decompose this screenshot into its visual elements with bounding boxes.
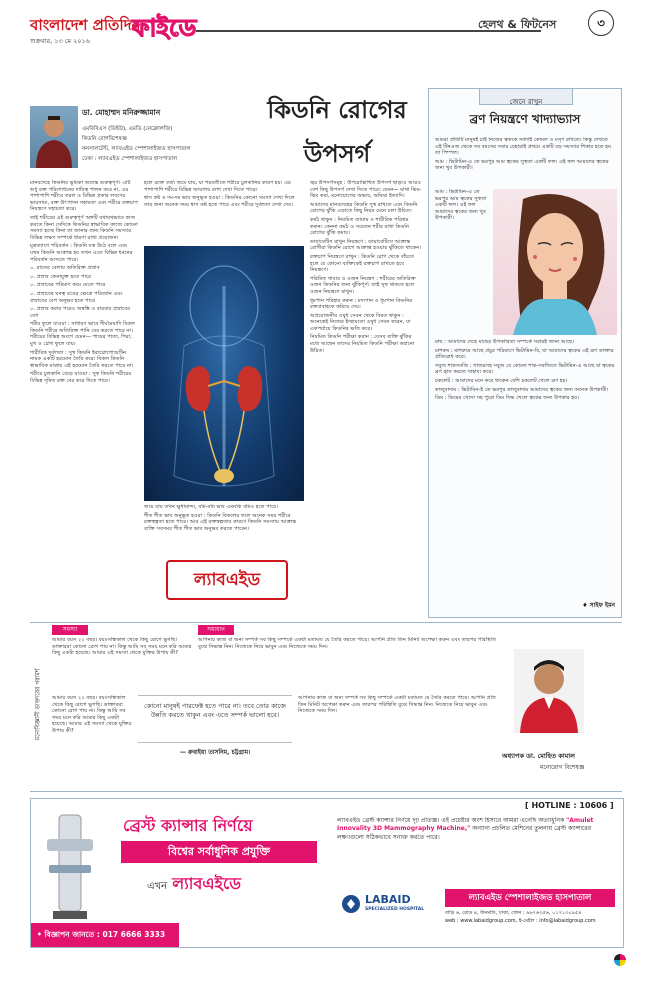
author-name: ডা. মোহাম্মদ মনিরুজ্জামান: [82, 108, 161, 117]
col1-para: ০. প্রস্রাব করার পরেও অস্বস্তি ও বারবার প্রস্রাবের বেগ: [30, 306, 131, 319]
ad-body-highlight: "Amulet Innovality 3D Mammography Machine,": [337, 817, 594, 833]
solution-tag: সমাধান: [198, 625, 234, 635]
author-photo: [30, 106, 78, 168]
article-title-line-1: কিডনি রোগের: [267, 96, 407, 124]
qa-section: [30, 622, 622, 792]
supplement-logo: ফাইডে: [132, 14, 197, 42]
col1-para: মানবদেহে কিডনির ভূমিকা অত্যন্ত গুরুত্বপূর্ণ। এটি শুধু রক্ত পরিশোধনের দায়িত্ব পালন করে না, এর পাশাপাশি শরীরে তরল ও বিভিন্ন প্রকার লবণের ভারসাম্য, রক্ত উৎপাদন সহায়তা এবং শরীরে রক্তচাপ নিয়ন্ত্রণে সহায়তা করে।: [30, 180, 138, 213]
page-number: [588, 10, 614, 36]
hotline: [ HOTLINE : 10606 ]: [525, 801, 614, 810]
ad-now-label: এখন: [147, 881, 168, 892]
mammography-machine-image: [37, 809, 103, 921]
article-column-3: [310, 180, 422, 600]
solution-text-continued: আপনার কাজ বা অন্য সম্পর্ক সব কিছু সম্পর্কে একটা মতামত যে তৈরি করতে পারে। আপনি প্রতি তিন মিনিট অপেক্ষা করুন এবং তারপর পরিস্থিতি বুঝে সিদ্ধান্ত নিন। নিজেকে নিয়ে ভাবুন এবং নিজেকে সময় দিন।: [298, 695, 496, 715]
labaid-emblem-icon: [341, 894, 361, 914]
author-line-4: ঢেকা : ল্যাবএইড স্পেশালাইজড হাসপাতাল: [82, 156, 178, 162]
sidebar-side-text: [435, 189, 491, 335]
solution-text: আপনার কাজ বা অন্য সম্পর্ক সব কিছু সম্পর্কে একটা মতামত যে তৈরি করতে পারে। আপনি প্রতি তিন মিনিট অপেক্ষা করুন এবং তারপর পরিস্থিতি বুঝে সিদ্ধান্ত নিন। নিজেকে নিয়ে ভাবুন এবং নিজেকে সময় দিন।: [198, 637, 497, 650]
sidebar-tag-text: জেনে রাখুন: [509, 98, 543, 106]
col1-para: শরীর ফুলে যাওয়া : সাধারণ ভাবে দীর্ঘমেয়াদি বিকল কিডনি শরীরে অতিরিক্ত পানি বের করতে পারে না। শরীরের বিভিন্ন অংশে যেমন— পায়ের পাতা, গিরা, মুখ ও চোখ ফুলে যায়।: [30, 321, 135, 348]
qa-side-label: [30, 629, 46, 785]
labaid-logo-en: LABAID: [365, 893, 411, 906]
ad-brand: ল্যাবএইডে: [172, 874, 242, 893]
doctor-name: অধ্যাপক ডা. মোহিত কামাল: [502, 752, 575, 760]
sidebar-para: আম : ভিটামিন-এ তে ভরপুর আম ত্বকের সুস্থতা একটি ফল। এই ফল আমাদের ত্বকের জন্য খুব উপকারী।: [435, 158, 609, 172]
ad-subtitle: বিশ্বের সর্বাধুনিক প্রযুক্তি: [167, 845, 271, 858]
sidebar-box: [428, 88, 622, 618]
article-column-1: [30, 180, 138, 600]
col3-para: অপ্রয়োজনীয় ওষুধ সেবন থেকে বিরত থাকুন : অনেকেই নিজের ইচ্ছামতো ওষুধ সেবন করেন, যা একপর্যায়ে কিডনির ক্ষতি করে।: [310, 312, 411, 332]
labaid-hospital-logo: [341, 889, 437, 919]
ad-contact: • বিজ্ঞাপন জানতে : 017 6666 3333: [37, 930, 166, 939]
sidebar-para: সবুজ শাকসবজি : গাজরসহ সবুজ যে কোনো শাক-সবজিতে ভিটামিন-এ আছে যা ত্বকের ব্রণ হ্রাস করতে সাহায্য করে।: [435, 362, 615, 376]
sidebar-intro: [435, 137, 615, 185]
col2-bottom-para: শীত শীত ভাব অনুভূত হওয়া : কিডনি বিকলের ফলে অনেক সময় শরীরে রক্তস্বল্পতা হতে পারে। আর এই রক্তস্বল্পতার কারণে কিডনি সমস্যায় আক্রান্ত ব্যক্তি সবসময় শীত শীত ভাব অনুভব করতে পারেন।: [144, 512, 297, 532]
sidebar-para: আমরা প্রতিটি মানুষই চাই নিজের ত্বককে সর্বদাই কোমল ও মসৃণ রাখতে। কিন্তু দেখতে এই টিনএজ থেকে সব বয়সের সবার চেহারাই প্রথমে একটি বড় সমস্যার শিকার হতে হয় তা পিম্পল।: [435, 137, 612, 157]
col3-para: ধূমপান পরিহার করুন : মদ্যপান ও ধূমপান কিডনির রক্তপ্রবাহকে কমিয়ে দেয়।: [310, 297, 413, 311]
col1-para: মূত্রত্যাগে পরিবর্তন : কিডনি যত্ন উঠে বলে এবং যখন কিডনি আক্রান্ত হয় তখন এতে বিভিন্ন ধরনের পরিবর্তন আসতে পারে।: [30, 243, 133, 263]
doctor-portrait-icon: [514, 649, 584, 733]
col1-para: তাই শরীরের এই গুরুত্বপূর্ণ অঙ্গটি যথাযথভাবে কাজ করতে কিনা সেদিকে কিডনির স্বাভাবিক কাজে কোনো সমস্যা হচ্ছে কিনা তা জানার জন্য কিডনি সমস্যার বিভিন্ন লক্ষণ সম্পর্কে ধারণা রাখা প্রয়োজন।: [30, 214, 138, 241]
qa-side-label-text: মনোবিজ্ঞানী ডাক্তারের পরামর্শ: [34, 668, 42, 741]
col2-para: শ্বাস কষ্ট ও দম-দম ভাব অনুভূত হওয়া : কিডনির কোনো সমস্যা দেখা দিলে তার জন্য অনেক সময় শ্বাস কষ্ট হতে পারে এবং শরীরে দুর্বলতা দেখা দেয়।: [144, 195, 295, 208]
sidebar-para: মাশরুম : মাশরুমে আছে প্রচুর পরিমাণে ভিটামিন-বি, যা আমাদের ত্বকের এই ব্রণ ডাক্তার প্রতিরোধ করে।: [435, 347, 614, 361]
hospital-name-bar: [445, 889, 615, 907]
ad-body-post: অন্যান্য প্রচলিত মেশিনের তুলনায় ব্রেস্ট ক্যান্সারের লক্ষণগুলো সঠিকভাবে সনাক্ত করতে পারে।: [337, 825, 592, 841]
advertisement: [30, 798, 624, 948]
sidebar-para: চকলেট : আমাদের মনে করে থাকেন বেশি চকলেট খেলে ব্রণ হয়।: [435, 377, 568, 384]
sidebar-para: ডিম : ডিমের খোসা সহ পুরো ডিম সিদ্ধ খেলে ত্বকের জন্য উপকার হয়।: [435, 395, 579, 402]
hospital-web: web : www.labaidgroup.com, ই-মেইল : info@labaidgroup.com: [445, 918, 596, 924]
sidebar-tag: [479, 88, 573, 105]
article-title: [252, 92, 422, 176]
col3-para: রক্তচাপ নিয়ন্ত্রণে রাখুন : কিডনি রোগ থেকে বাঁচতে হলে যে কোনো ব্যক্তিকেই রক্তচাপ রাখতে হবে নিয়ন্ত্রণে।: [310, 253, 415, 274]
col3-para: কর্মঠ থাকুন : নিয়মিত ব্যায়াম ও শারীরিক পরিশ্রম করুন। কেননা কর্মঠ ও সচেতন শরীর রাখা কিডনি রোগের ঝুঁকি কমায়।: [310, 216, 409, 237]
sidebar-para: আম : ভিটামিন-এ তে ভরপুর আম ত্বকের সুস্থতা একটি ফল। এই ফল আমাদের ত্বকের জন্য খুব উপকারী।: [435, 189, 487, 222]
paper-name: বাংলাদেশ প্রতিদিন: [30, 16, 141, 34]
hospital-address: বাড়ি ৬, রোড ৪, ধানমন্ডি, ঢাকা, ফোন : ৯৬৭৬৩৫৬, ০১৭১৩০৯৫৪: [445, 910, 582, 916]
person-silhouette-icon: [30, 106, 78, 168]
qa-quote: [138, 695, 292, 743]
ad-body: [337, 817, 617, 879]
doctor-title: মনোরোগ বিশেষজ্ঞ: [540, 764, 585, 771]
woman-face-icon: [493, 189, 617, 335]
col1-para: শারীরিক দুর্বলতা : সুস্থ কিডনি ইরাথ্রোপোয়েটিন নামক একটি হরমোন তৈরি করে। বিকল কিডনি স্বাভাবিক মাত্রায় এই হরমোন তৈরি করতে পারে না।: [30, 349, 134, 369]
labaid-logo-box: [166, 560, 288, 600]
problem-text: আমার বয়স ২২ বছর। বয়ঃসন্ধিকাল থেকে কিছু রোগে ভুগছি। ডাক্তাররা কোনো রোগ পায় না। কিন্তু আমি সব সময় মনে করি আমার কিছু একটা হয়েছে। আমার এই সমস্যা থেকে মুক্তির উপায় কী?: [52, 637, 192, 657]
qa-signature: — রুবাইয়া তাসনিম, চট্টগ্রাম।: [180, 749, 251, 756]
author-line-1: এমবিবিএস (ডিইউ), এমডি (নেফ্রোলজি): [82, 126, 173, 132]
sidebar-para: কাজুবাদাম : ভিটামিন-ই তে ভরপুর কাজুবাদাম আমাদের ত্বকের জন্য অনেক উপকারী।: [435, 386, 609, 393]
labaid-logo-en-sub: SPECIALIZED HOSPITAL: [365, 907, 425, 912]
sidebar-para: মাছ : আমাদের দেহে মাছের উপকারিতা সম্পর্কে সবারই জানা আছে।: [435, 339, 575, 345]
page-number-text: ৩: [597, 16, 605, 30]
author-line-3: কনসালটেন্ট, ল্যাবএইড স্পেশালাইজড হাসপাতাল: [82, 146, 191, 152]
sidebar-title: ব্রণ নিয়ন্ত্রণে খাদ্যাভ্যাস: [469, 112, 581, 126]
ad-subtitle-bar: [121, 841, 317, 863]
ad-now-line: [147, 871, 241, 898]
ad-body-pre: ল্যাবএইড ব্রেস্ট ক্যান্সার নির্ণয়ে দৃঢ় প্রতিজ্ঞ। এই প্রচেষ্টার অংশ হিসাবে আমরা এনেছি অত্যাধুনিক: [337, 817, 565, 824]
col2-bottom-para: জমে যায় তখন ক্ষুধামান্দ্য, বমি-বমি ভাব এমনকি বমিও হতে পারে।: [144, 504, 278, 510]
col1-para: ০. রাতের বেলায় অতিরিক্ত প্রস্রাব: [30, 265, 100, 272]
sidebar-body: [435, 339, 615, 595]
ad-title: ব্রেস্ট ক্যান্সার নির্ণয়ে: [123, 816, 253, 835]
mammography-machine-icon: [37, 809, 103, 921]
doctor-photo: [514, 649, 584, 733]
kidney-body-icon: [144, 246, 304, 501]
col3-para: পরিমিত খাবার ও ওজন নিয়ন্ত্রণ : শরীরের অতিরিক্ত ওজন কিডনির জন্য ঝুঁকিপূর্ণ। তাই সুস্থ থাকতে হলে ওজন নিয়ন্ত্রণে রাখুন।: [310, 275, 416, 295]
ad-contact-bar: [31, 923, 179, 947]
article-column-2-top: [144, 180, 304, 242]
qa-quote-text: কোনো মানুষই পারফেক্ট হতে পারে না। তবে তোর কাজে উন্নতি করতে থাকুন এবং এতে সম্পর্ক ভালো হবে।: [144, 702, 286, 719]
section-title: হেলথ & ফিটনেস: [478, 18, 557, 31]
col1-para: ০. প্রস্রাবের পরিমাণ কমে যেতে পারে: [30, 282, 106, 289]
author-line-2: কিডনি রোগবিশেষজ্ঞ: [82, 136, 127, 142]
author-info: [82, 108, 262, 164]
article-column-2-bottom: [144, 504, 304, 554]
registration-mark-icon: [614, 954, 626, 966]
col3-para: আমাদের মানবদেহের কিডনি সুস্থ রাখতে এবং কিডনি রোগের ঝুঁকি এড়াতে কিছু নিয়ম মেনে চলা উচিত।: [310, 201, 418, 215]
col1-para: শরীরে চুলকানি বেড়ে যাওয়া : সুস্থ কিডনি শরীরের বিভিন্ন দূষিত রক্ত বের করে দিতে পারে।: [30, 371, 132, 385]
woman-illustration: [493, 189, 617, 335]
problem-tag: সমস্যা: [52, 625, 88, 635]
labaid-logo-text: ল্যাবএইড: [193, 570, 261, 590]
col1-para: ০. প্রস্রাবের ঘনত্ব রঙের ক্ষেত্রে পরিবর্তন এবং প্রস্রাবের বেগ অনুভব হতে পারে: [30, 290, 123, 304]
problem-text-continued: আমার বয়স ২২ বছর। বয়ঃসন্ধিকাল থেকে কিছু রোগে ভুগছি। ডাক্তাররা কোনো রোগ পায় না। কিন্তু আমি সব সময় মনে করি আমার কিছু একটা হয়েছে। আমার এই সমস্যা থেকে মুক্তির উপায় কী?: [52, 695, 132, 734]
col2-para: হলে রক্তে বর্জ্য জমে যায়, যা পরবর্তীতে শরীরে চুলকানির কারণ হয়। এর পাশাপাশি শরীরে বিভিন্ন জায়গায় র‍্যাশ দেখা দিতে পারে।: [144, 180, 291, 193]
col1-para: ০. প্রস্রাব ফেনাযুক্ত হতে পারে: [30, 273, 91, 280]
col3-para: ডায়াবেটিস রাখুন নিয়ন্ত্রণে : ডায়াবেটিসে আক্রান্ত রোগীরা কিডনি রোগে আক্রান্ত হওয়ার ঝুঁকিতে থাকেন।: [310, 238, 422, 252]
page-header: [0, 0, 650, 62]
hospital-name: ল্যাবএইড স্পেশালাইজড হাসপাতাল: [468, 893, 592, 903]
date-line: শুক্রবার, ১৩ মে ২০১৬: [30, 37, 90, 45]
kidney-illustration: [144, 246, 304, 501]
sidebar-byline: ♦ সাইফ ইমন: [582, 602, 615, 609]
col3-para: নিয়মিত কিডনি পরীক্ষা করান : যেসব ব্যক্তি ঝুঁকির মধ্যে আছেন তাদের নিয়মিত কিডনি পরীক্ষা করানো উচিত।: [310, 334, 415, 354]
article-title-line-2: উপসর্গ: [303, 140, 371, 168]
col3-para: জ্বর উপসর্গসমূহ : উপরোল্লিখিত উপসর্গ ছাড়াও আরও বেশ কিছু উপসর্গ দেখা দিতে পারে। যেমন— মাথা ঝিম-ঝিম করা, মনোযোগের অভাব, অনিদ্রা ইত্যাদি।: [310, 180, 422, 200]
